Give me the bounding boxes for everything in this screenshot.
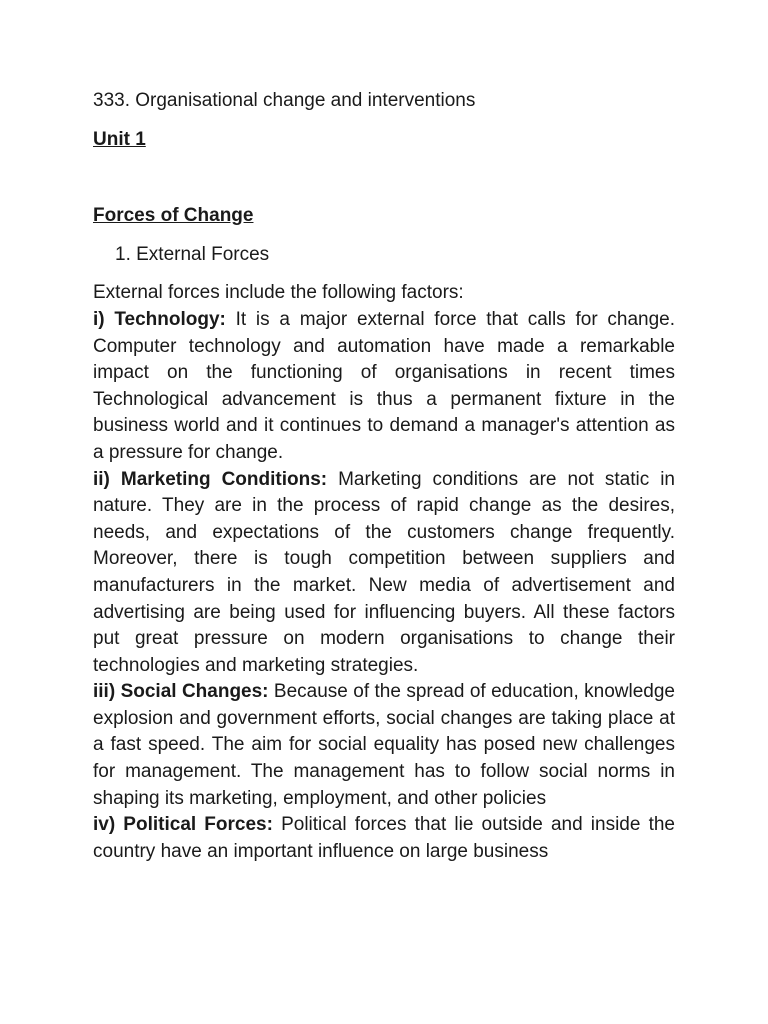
factor-term: i) Technology: — [93, 308, 226, 330]
factor-marketing-conditions — [93, 467, 675, 680]
factor-text: Political forces that lie outside and inside the country have an important influence on large business — [93, 814, 675, 862]
list-item-external-forces: 1. External Forces — [115, 243, 270, 265]
factor-technology — [93, 307, 675, 467]
intro-paragraph: External forces include the following factors: — [93, 282, 464, 304]
factor-social-changes — [93, 679, 675, 812]
factor-text: Marketing conditions are not static in nature. They are in the process of rapid change as the desires, needs, and expectations of the customers change frequently. Moreover, there is tough competition between suppliers and manufacturers in the market. New media of advertisement and advertising are being used for influencing buyers. All these factors put great pressure on modern organisations to change their technologies and marketing strategies. — [93, 468, 675, 676]
factor-text: Because of the spread of education, knowledge explosion and government efforts, social changes are taking place at a fast speed. The aim for social equality has posed new challenges for management. The management has to follow social norms in shaping its marketing, employment, and other policies — [93, 681, 675, 809]
factor-term: ii) Marketing Conditions: — [93, 468, 328, 490]
factor-political-forces — [93, 812, 675, 865]
factor-text: It is a major external force that calls for change. Computer technology and automation have made a remarkable impact on the functioning of organisations in recent times Technological advancement is thus a permanent fixture in the business world and it continues to demand a manager's attention as a pressure for change. — [93, 308, 675, 463]
factor-term: iii) Social Changes: — [93, 681, 269, 703]
section-heading: Forces of Change — [93, 205, 254, 227]
document-title: 333. Organisational change and interventions — [93, 90, 476, 111]
document-page — [93, 88, 675, 865]
unit-heading: Unit 1 — [93, 128, 146, 150]
factor-term: iv) Political Forces: — [93, 814, 273, 836]
